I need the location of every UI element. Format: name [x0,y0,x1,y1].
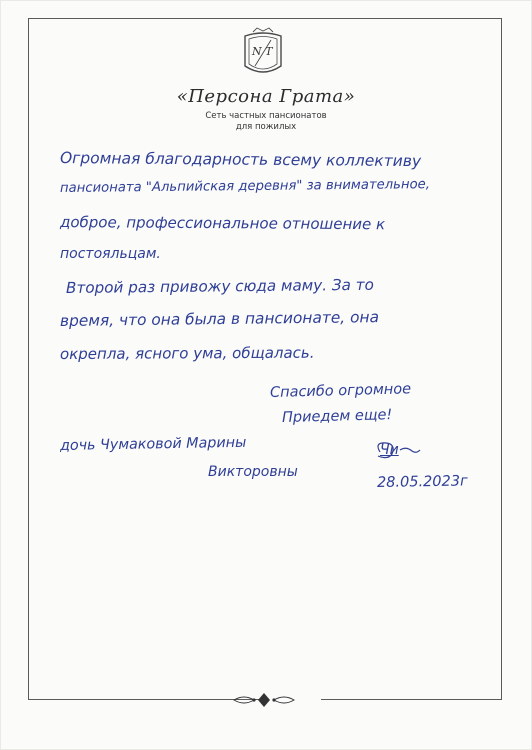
letter-line-1: Огромная благодарность всему коллективу [59,149,422,171]
letter-line-2: пансионата "Альпийская деревня" за внимательное, [59,177,430,196]
letter-line-5: Второй раз привожу сюда маму. За то [65,275,374,297]
letter-line-7: окрепла, ясного ума, общалась. [59,343,315,363]
letter-date: 28.05.2023г [376,473,468,491]
signature-line-2: Викторовны [208,464,298,480]
brand-subtitle-line2: для пожилых [235,122,297,132]
letter-line-9: Приедем еще! [281,407,393,426]
ornament-icon [232,690,296,710]
signature-line-1: дочь Чумаковой Марины [59,434,247,454]
brand-name: «Персона Грата» [176,86,356,107]
brand-subtitle [0,111,532,133]
signature-mark: Чи [380,442,399,458]
signature-flourish-icon [372,438,422,464]
letter-line-8: Спасибо огромное [269,381,412,401]
letter-line-4: постояльцам. [60,246,161,262]
letter-line-3: доброе, профессиональное отношение к [59,213,386,234]
monogram-logo-icon [239,26,287,82]
brand-subtitle-line1: Сеть частных пансионатов [205,111,327,121]
monogram-letter-n: N T [252,45,273,58]
letter-line-6: время, что она была в пансионате, она [59,308,380,330]
